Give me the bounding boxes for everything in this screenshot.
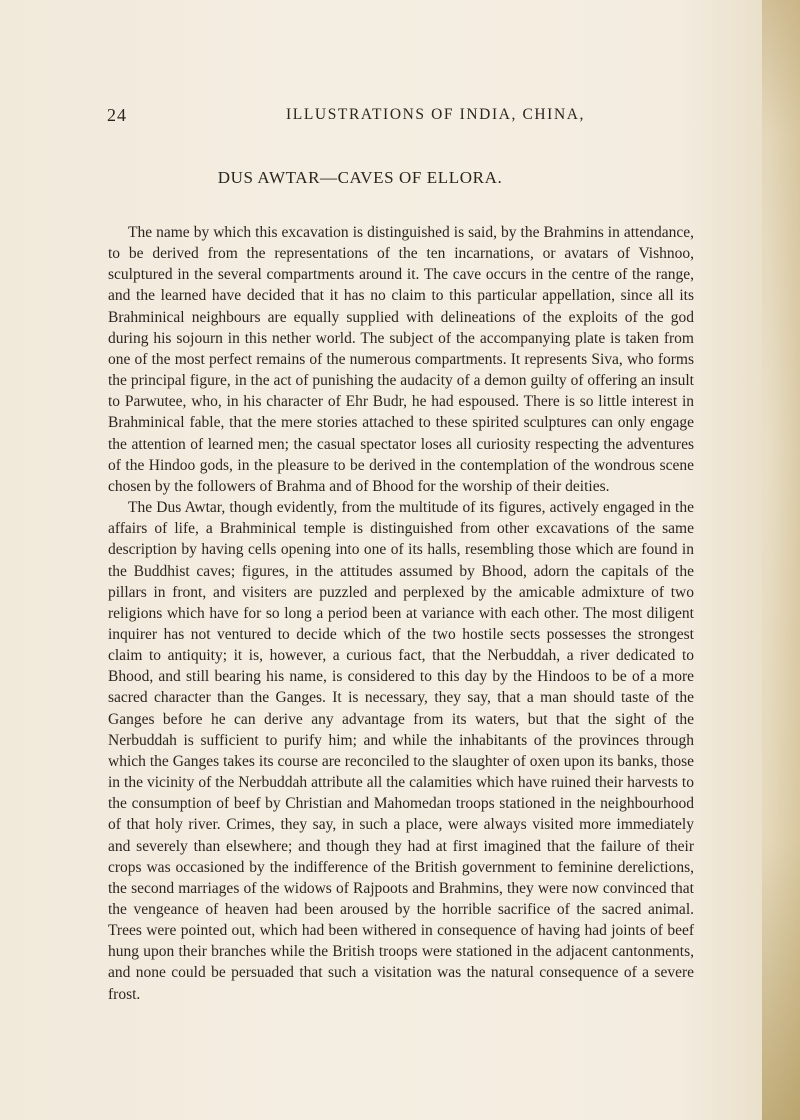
page-header (0, 105, 800, 129)
running-head: ILLUSTRATIONS OF INDIA, CHINA, (286, 106, 586, 123)
paragraph: The Dus Awtar, though evidently, from the multitude of its figures, actively engaged in the affairs of life, a Brahminical temple is distinguished from other excavations of the same description by having cells opening into one of its halls, resembling those which are found in the Buddhist caves; figures, in the attitudes assumed by Bhood, adorn the capitals of the pillars in front, and visiters are puzzled and perplexed by the amicable admixture of two religions which have for so long a period been at variance with each other. The most diligent inquirer has not ventured to decide which of the two hostile sects possesses the strongest claim to antiquity; it is, however, a curious fact, that the Nerbuddah, a river dedicated to Bhood, and still bearing his name, is considered to this day by the Hindoos to be of a more sacred character than the Ganges. It is necessary, they say, that a man should taste of the Ganges before he can derive any advantage from its waters, but that the sight of the Nerbuddah is sufficient to purify him; and while the inhabitants of the provinces through which the Ganges takes its course are reconciled to the slaughter of oxen upon its banks, those in the vicinity of the Nerbuddah attribute all the calamities which have ruined their harvests to the consumption of beef by Christian and Mahomedan troops stationed in the neighbourhood of that holy river. Crimes, they say, in such a place, were always visited more immediately and severely than elsewhere; and though they had at first imagined that the failure of their crops was occasioned by the indifference of the British government to feminine derelictions, the second marriages of the widows of Rajpoots and Brahmins, they were now convinced that the vengeance of heaven had been aroused by the horrible sacrifice of the sacred animal. Trees were pointed out, which had been withered in consequence of having had joints of beef hung upon their branches while the British troops were stationed in the adjacent cantonments, and none could be persuaded that such a visitation was the natural consequence of a severe frost. (108, 499, 694, 1003)
paragraph: The name by which this excavation is distinguished is said, by the Brahmins in attendance, to be derived from the representations of the ten incarnations, or avatars of Vishnoo, sculptured in the several compartments around it. The cave occurs in the centre of the range, and the learned have decided that it has no claim to this particular appellation, since all its Brahminical neighbours are equally supplied with delineations of the exploits of the god during his sojourn in this nether world. The subject of the accompanying plate is taken from one of the most perfect remains of the numerous compartments. It represents Siva, who forms the principal figure, in the act of punishing the audacity of a demon guilty of offering an insult to Parwutee, who, in his character of Ehr Budr, he had espoused. There is so little interest in Brahminical fable, that the mere stories attached to these spirited sculptures can only engage the attention of learned men; the casual spectator loses all curiosity respecting the adventures of the Hindoo gods, in the pleasure to be derived in the contemplation of the wondrous scene chosen by the followers of Brahma and of Bhood for the worship of their deities. (108, 224, 694, 495)
page-edge-stain (762, 0, 800, 1120)
body-text (108, 222, 694, 1005)
section-title: DUS AWTAR—CAVES OF ELLORA. (217, 168, 503, 187)
page-number: 24 (107, 105, 127, 125)
